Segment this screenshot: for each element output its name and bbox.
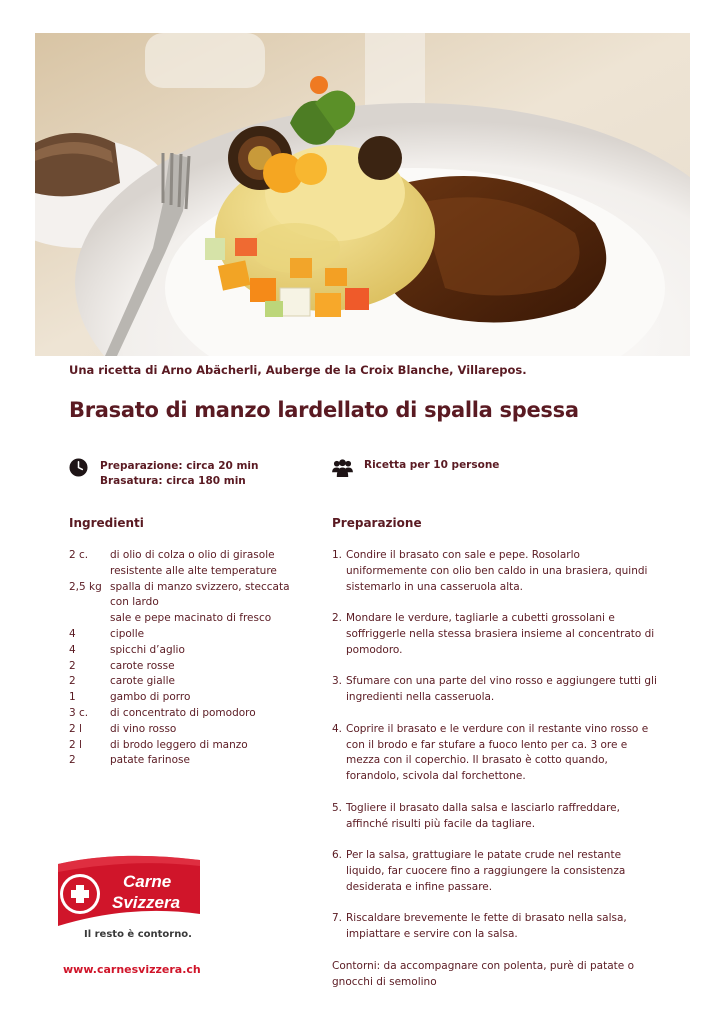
ingredient-qty: 2 bbox=[69, 754, 76, 767]
ingredient-row bbox=[69, 690, 309, 706]
ingredient-text: gambo di porro bbox=[110, 691, 191, 704]
step-text: Togliere il brasato dalla salsa e lasciarlo raffreddare, affinché risulti più facile da tagliare. bbox=[346, 801, 620, 830]
braising-time: Brasatura: circa 180 min bbox=[100, 475, 246, 487]
step-item bbox=[332, 674, 662, 706]
step-item bbox=[332, 848, 662, 895]
website-link[interactable]: www.carnesvizzera.ch bbox=[63, 963, 201, 976]
ingredient-row bbox=[69, 753, 309, 769]
step-item bbox=[332, 911, 662, 943]
step-item bbox=[332, 611, 662, 658]
ingredient-row bbox=[69, 580, 309, 612]
preparation-time: Preparazione: circa 20 min bbox=[100, 460, 259, 472]
recipe-title: Brasato di manzo lardellato di spalla spessa bbox=[69, 398, 579, 422]
step-text: Coprire il brasato e le verdure con il restante vino rosso e con il brodo e far stufare a fuoco lento per ca. 3 ore e mezza con il coperchio. Il brasato è cotto quando, forandolo, scivola dal forchettone. bbox=[346, 722, 649, 783]
ingredient-qty: 2 l bbox=[69, 722, 82, 735]
ingredient-text: di olio di colza o olio di girasole resistente alle alte temperature bbox=[110, 549, 277, 577]
step-number: 3. bbox=[332, 675, 343, 688]
ingredient-qty: 2 bbox=[69, 675, 76, 688]
ingredient-text: patate farinose bbox=[110, 754, 190, 767]
ingredient-qty: 2 bbox=[69, 659, 76, 672]
ingredient-qty: 2 l bbox=[69, 738, 82, 751]
step-number: 5. bbox=[332, 801, 343, 814]
ingredient-row bbox=[69, 627, 309, 643]
ingredient-qty: 2 c. bbox=[69, 549, 89, 561]
step-item bbox=[332, 548, 662, 595]
tagline: Il resto è contorno. bbox=[84, 929, 192, 940]
ingredient-qty: 4 bbox=[69, 627, 76, 640]
recipe-photo bbox=[35, 33, 690, 356]
step-text: Condire il brasato con sale e pepe. Rosolarlo uniformemente con olio ben caldo in una brasiera, quindi sistemarlo in una casseruola alta. bbox=[346, 549, 648, 593]
step-number: 2. bbox=[332, 612, 343, 625]
logo-text-line2: Svizzera bbox=[112, 893, 181, 912]
step-text: Riscaldare brevemente le fette di brasato nella salsa, impiattare e servire con la salsa. bbox=[346, 912, 627, 941]
ingredient-row bbox=[69, 643, 309, 659]
ingredient-row bbox=[69, 738, 309, 754]
ingredient-qty: 2,5 kg bbox=[69, 580, 102, 593]
carne-svizzera-logo bbox=[50, 852, 205, 932]
ingredient-qty bbox=[69, 611, 110, 627]
ingredient-text: spalla di manzo svizzero, steccata con lardo bbox=[110, 580, 290, 609]
ingredient-qty: 1 bbox=[69, 691, 76, 704]
ingredient-text: spicchi d’aglio bbox=[110, 643, 185, 656]
ingredients-list bbox=[69, 548, 309, 769]
ingredient-text: sale e pepe macinato di fresco bbox=[110, 612, 272, 625]
step-item bbox=[332, 722, 662, 785]
ingredient-text: cipolle bbox=[110, 627, 145, 640]
ingredient-row bbox=[69, 674, 309, 690]
preparation-heading: Preparazione bbox=[332, 516, 422, 530]
ingredient-qty: 3 c. bbox=[69, 706, 89, 719]
recipe-attribution: Una ricetta di Arno Abächerli, Auberge de la Croix Blanche, Villarepos. bbox=[69, 363, 527, 377]
ingredient-text: di concentrato di pomodoro bbox=[110, 706, 256, 719]
ingredient-row bbox=[69, 611, 309, 627]
time-info bbox=[100, 459, 258, 489]
ingredient-text: carote gialle bbox=[110, 675, 175, 688]
ingredient-text: di brodo leggero di manzo bbox=[110, 738, 248, 751]
step-number: 1. bbox=[332, 549, 343, 561]
preparation-steps bbox=[332, 548, 662, 990]
step-text: Sfumare con una parte del vino rosso e aggiungere tutti gli ingredienti nella casseruola. bbox=[346, 675, 657, 704]
side-dishes: Contorni: da accompagnare con polenta, purè di patate o gnocchi di semolino bbox=[332, 959, 634, 988]
ingredients-heading: Ingredienti bbox=[69, 516, 144, 530]
ingredient-qty: 4 bbox=[69, 643, 76, 656]
ingredient-text: di vino rosso bbox=[110, 722, 177, 735]
ingredient-text: carote rosse bbox=[110, 659, 175, 672]
ingredient-row bbox=[69, 659, 309, 675]
ingredient-row bbox=[69, 548, 309, 580]
step-number: 4. bbox=[332, 722, 343, 735]
step-text: Mondare le verdure, tagliarle a cubetti grossolani e soffriggerle nella stessa brasiera insieme al concentrato di pomodoro. bbox=[346, 612, 655, 656]
ingredient-row bbox=[69, 706, 309, 722]
clock-icon bbox=[69, 458, 88, 477]
ingredient-row bbox=[69, 722, 309, 738]
logo-text-line1: Carne bbox=[123, 872, 172, 891]
step-text: Per la salsa, grattugiare le patate crude nel restante liquido, far cuocere fino a raggiungere la consistenza desiderata e infine passare. bbox=[346, 849, 626, 893]
step-item bbox=[332, 801, 662, 833]
servings: Ricetta per 10 persone bbox=[364, 459, 500, 471]
people-icon bbox=[332, 458, 353, 477]
step-number: 7. bbox=[332, 912, 343, 925]
step-number: 6. bbox=[332, 849, 343, 862]
